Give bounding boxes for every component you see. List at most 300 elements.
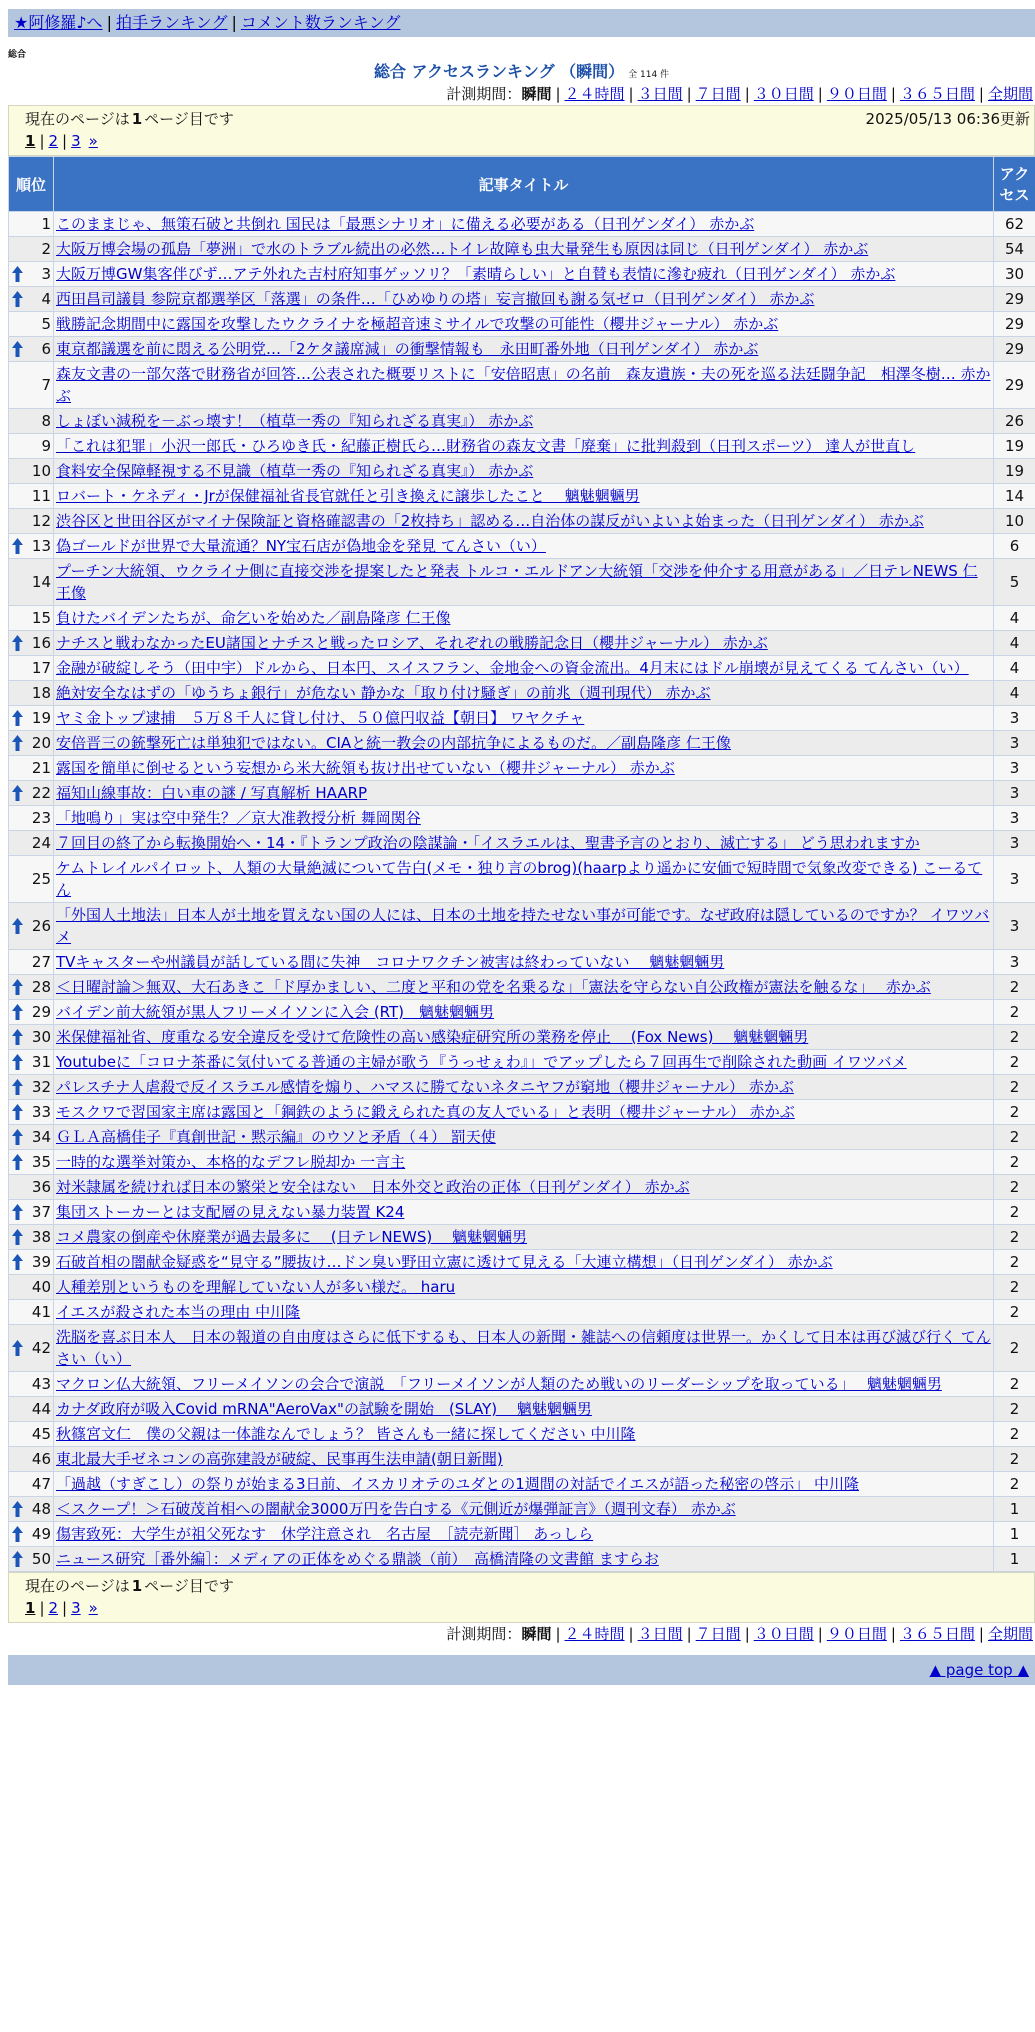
table-row [9, 1000, 1035, 1025]
table-row [9, 1225, 1035, 1250]
title-cell [54, 1175, 994, 1200]
period-link-bottom-6[interactable]: 全期間 [987, 1625, 1033, 1643]
rank-up-arrow-icon [12, 1204, 23, 1220]
access-count: 2 [994, 1225, 1035, 1250]
pagination [25, 130, 1024, 152]
access-count: 26 [994, 409, 1035, 434]
period-link-bottom-3[interactable]: ３０日間 [753, 1625, 814, 1643]
table-row [9, 756, 1035, 781]
rank-number: 40 [31, 1278, 51, 1296]
title-cell [54, 1472, 994, 1497]
table-row [9, 781, 1035, 806]
title-cell [54, 237, 994, 262]
period-separator: | [978, 85, 984, 103]
table-row [9, 459, 1035, 484]
article-title-link[interactable]: 「これは犯罪」小沢一郎氏・ひろゆき氏・紀藤正樹氏ら…財務省の森友文書「廃棄」に批判殺到（日刊スポーツ） 達人が世直し [56, 437, 916, 455]
rank-cell [9, 831, 54, 856]
rank-cell [9, 262, 54, 287]
title-cell [54, 1372, 994, 1397]
article-title-link[interactable]: 一時的な選挙対策か、本格的なデフレ脱却か 一言主 [56, 1153, 406, 1171]
table-row [9, 903, 1035, 950]
rank-up-arrow-icon [12, 1079, 23, 1095]
period-separator: | [628, 1625, 634, 1643]
rank-up-arrow-icon [12, 918, 23, 934]
title-cell [54, 831, 994, 856]
article-title-link[interactable]: 金融が破綻しそう（田中宇）ドルから、日本円、スイスフラン、金地金への資金流出。4月末にはドル崩壊が見えてくる てんさい（い） [56, 659, 969, 677]
title-cell [54, 856, 994, 903]
rank-up-arrow-icon [12, 979, 23, 995]
title-cell [54, 484, 994, 509]
rank-cell [9, 903, 54, 950]
title-cell [54, 1397, 994, 1422]
title-cell [54, 459, 994, 484]
access-count: 3 [994, 950, 1035, 975]
rank-number: 14 [31, 573, 51, 591]
rank-cell [9, 631, 54, 656]
article-title-link[interactable]: 「地鳴り」実は空中発生？／京大准教授分析 舞岡関谷 [56, 809, 421, 827]
article-title-link[interactable]: カナダ政府が吸入Covid mRNA"AeroVax"の試験を開始 (SLAY) 魑魅魍魎男 [56, 1400, 592, 1418]
access-count: 30 [994, 262, 1035, 287]
article-title-link[interactable]: 負けたバイデンたちが、命乞いを始めた／副島隆彦 仁王像 [56, 609, 451, 627]
article-title-link[interactable]: TVキャスターや州議員が話している間に失神 コロナワクチン被害は終わっていない 魑魅魍魎男 [56, 953, 725, 971]
pager-separator: | [62, 132, 68, 150]
article-title-link[interactable]: Youtubeに「コロナ茶番に気付いてる普通の主婦が歌う『うっせぇわ』」でアップしたら７回再生で削除された動画 イワツバメ [56, 1053, 907, 1071]
rank-cell [9, 681, 54, 706]
rank-cell [9, 781, 54, 806]
rank-number: 18 [31, 684, 51, 702]
rank-cell [9, 1150, 54, 1175]
article-title-link[interactable]: 森友文書の一部欠落で財務省が回答…公表された概要リストに「安倍昭恵」の名前 森友遺族・夫の死を巡る法廷闘争記 相澤冬樹… 赤かぶ [56, 365, 991, 405]
period-link-top-3[interactable]: ３０日間 [753, 85, 814, 103]
rank-cell [9, 1200, 54, 1225]
nav-link-comment-ranking[interactable]: コメント数ランキング [240, 13, 401, 32]
rank-number: 1 [41, 215, 51, 233]
period-link-top-1[interactable]: ３日間 [637, 85, 683, 103]
rank-up-arrow-icon [12, 1004, 23, 1020]
rank-number: 34 [31, 1128, 51, 1146]
updated-timestamp: 2025/05/13 06:36更新 [865, 110, 1030, 128]
rank-number: 32 [31, 1078, 51, 1096]
rank-number: 17 [31, 659, 51, 677]
access-count: 2 [994, 1000, 1035, 1025]
rank-up-arrow-icon [12, 1154, 23, 1170]
article-title-link[interactable]: 絶対安全なはずの「ゆうちょ銀行」が危ない 静かな「取り付け騒ぎ」の前兆（週刊現代） 赤かぶ [56, 684, 711, 702]
table-row [9, 534, 1035, 559]
rank-number: 21 [31, 759, 51, 777]
rank-cell [9, 509, 54, 534]
access-count: 3 [994, 781, 1035, 806]
title-cell [54, 1250, 994, 1275]
title-cell [54, 1075, 994, 1100]
article-title-link[interactable]: ＜日曜討論＞無双、大石あきこ「ド厚かましい、二度と平和の党を名乗るな」「憲法を守らない自公政権が憲法を触るな」 赤かぶ [56, 978, 931, 996]
rank-cell [9, 1275, 54, 1300]
table-row [9, 1522, 1035, 1547]
col-header-rank: 順位 [9, 157, 54, 212]
title-cell [54, 559, 994, 606]
period-separator: | [744, 1625, 750, 1643]
rank-up-arrow-icon [12, 291, 23, 307]
page [8, 9, 1035, 1685]
nav-link-clap-ranking[interactable]: 拍手ランキング [115, 13, 228, 32]
title-cell [54, 1225, 994, 1250]
access-count: 2 [994, 1397, 1035, 1422]
rank-cell [9, 1547, 54, 1572]
table-row [9, 237, 1035, 262]
title-cell [54, 1150, 994, 1175]
access-count: 1 [994, 1522, 1035, 1547]
rank-number: 16 [31, 634, 51, 652]
rank-up-arrow-icon [12, 635, 23, 651]
rank-up-arrow-icon [12, 1104, 23, 1120]
period-separator: | [817, 85, 823, 103]
article-title-link[interactable]: 安倍晋三の銃撃死亡は単独犯ではない。CIAと統一教会の内部抗争によるものだ。／副島隆彦 仁王像 [56, 734, 731, 752]
title-cell [54, 1522, 994, 1547]
rank-cell [9, 1250, 54, 1275]
rank-cell [9, 1000, 54, 1025]
table-row [9, 1372, 1035, 1397]
rank-number: 50 [31, 1550, 51, 1568]
rank-cell [9, 434, 54, 459]
period-separator: | [555, 1625, 561, 1643]
access-count: 2 [994, 1075, 1035, 1100]
article-title-link[interactable]: 露国を簡単に倒せるという妄想から米大統領も抜け出せていない（櫻井ジャーナル） 赤かぶ [56, 759, 675, 777]
page-top-link[interactable]: ▲ page top ▲ [929, 1661, 1029, 1679]
table-row [9, 1150, 1035, 1175]
rank-number: 9 [41, 437, 51, 455]
article-title-link[interactable]: プーチン大統領、ウクライナ側に直接交渉を提案したと発表 トルコ・エルドアン大統領「交渉を仲介する用意がある」／日テレNEWS 仁王像 [56, 562, 978, 602]
rank-number: 4 [41, 290, 51, 308]
table-row [9, 212, 1035, 237]
access-count: 2 [994, 1250, 1035, 1275]
article-title-link[interactable]: 大阪万博GW集客伴びず…アテ外れた吉村府知事ゲッソリ？「素晴らしい」と自賛も表情に滲む疲れ（日刊ゲンダイ） 赤かぶ [56, 265, 896, 283]
page-info-number: 1 [131, 1577, 143, 1595]
table-row [9, 631, 1035, 656]
rank-up-arrow-icon [12, 1501, 23, 1517]
rank-cell [9, 856, 54, 903]
pager-link-page-3[interactable]: 3 [71, 1599, 81, 1617]
rank-number: 35 [31, 1153, 51, 1171]
access-count: 3 [994, 903, 1035, 950]
pager-separator: | [62, 1599, 68, 1617]
period-link-bottom-2[interactable]: ７日間 [695, 1625, 741, 1643]
table-row [9, 1447, 1035, 1472]
table-row [9, 362, 1035, 409]
title-cell [54, 903, 994, 950]
article-title-link[interactable]: ７回目の終了から転換開始へ・14・『トランプ政治の陰謀論・「イスラエルは、聖書予言のとおり、滅亡する」 どう思われますか [56, 834, 920, 852]
access-count: 2 [994, 1025, 1035, 1050]
access-count: 2 [994, 1472, 1035, 1497]
access-count: 2 [994, 1325, 1035, 1372]
title-cell [54, 606, 994, 631]
rank-up-arrow-icon [12, 785, 23, 801]
article-title-link[interactable]: ナチスと戦わなかったEU諸国とナチスと戦ったロシア、それぞれの戦勝記念日（櫻井ジャーナル） 赤かぶ [56, 634, 768, 652]
rank-cell [9, 534, 54, 559]
period-separator: | [890, 85, 896, 103]
title-cell [54, 1200, 994, 1225]
access-count: 3 [994, 856, 1035, 903]
page-info-prefix: 現在のページは [25, 1577, 130, 1595]
table-row [9, 1497, 1035, 1522]
article-title-link[interactable]: 西田昌司議員 参院京都選挙区「落選」の条件…「ひめゆりの塔」妄言撤回も謝る気ゼロ（日刊ゲンダイ） 赤かぶ [56, 290, 815, 308]
article-title-link[interactable]: ＧＬＡ高橋佳子『真創世記・黙示編』のウソと矛盾（４） 罰天使 [56, 1128, 496, 1146]
access-count: 2 [994, 1100, 1035, 1125]
title-cell [54, 534, 994, 559]
rank-cell [9, 1050, 54, 1075]
article-title-link[interactable]: 集団ストーカーとは支配層の見えない暴力装置 K24 [56, 1203, 405, 1221]
table-row [9, 484, 1035, 509]
rank-number: 31 [31, 1053, 51, 1071]
access-count: 2 [994, 1447, 1035, 1472]
title-cell [54, 1300, 994, 1325]
title-cell [54, 781, 994, 806]
title-cell [54, 434, 994, 459]
table-row [9, 1025, 1035, 1050]
rank-number: 44 [31, 1400, 51, 1418]
period-link-top-2[interactable]: ７日間 [695, 85, 741, 103]
period-link-bottom-0[interactable]: ２４時間 [564, 1625, 625, 1643]
page-info-prefix: 現在のページは [25, 110, 130, 128]
page-info-top [8, 105, 1035, 156]
title-cell [54, 1100, 994, 1125]
access-count: 3 [994, 731, 1035, 756]
section-label: 総合 [8, 50, 27, 60]
title-cell [54, 731, 994, 756]
rank-number: 47 [31, 1475, 51, 1493]
table-row [9, 337, 1035, 362]
table-row [9, 950, 1035, 975]
period-separator: | [686, 85, 692, 103]
access-count: 29 [994, 287, 1035, 312]
rank-cell [9, 409, 54, 434]
pager-next-link[interactable]: » [88, 132, 98, 150]
rank-cell [9, 1100, 54, 1125]
title-cell [54, 681, 994, 706]
title-cell [54, 1000, 994, 1025]
nav-link-asyura-home[interactable]: ★阿修羅♪へ [14, 13, 103, 32]
period-label: 計測期間： [446, 1625, 522, 1643]
access-count: 2 [994, 1150, 1035, 1175]
top-nav: ★阿修羅♪へ | 拍手ランキング | コメント数ランキング [8, 9, 1035, 37]
article-title-link[interactable]: ロバート・ケネディ・Jrが保健福祉省長官就任と引き換えに譲歩したこと 魑魅魍魎男 [56, 487, 640, 505]
page-info-number: 1 [131, 110, 143, 128]
rank-number: 43 [31, 1375, 51, 1393]
rank-cell [9, 212, 54, 237]
article-title-link[interactable]: 秋篠宮文仁 僕の父親は一体誰なんでしょう？ 皆さんも一緒に探してください 中川隆 [56, 1425, 636, 1443]
table-header-row [9, 157, 1035, 212]
rank-number: 3 [41, 265, 51, 283]
rank-cell [9, 337, 54, 362]
access-count: 2 [994, 1050, 1035, 1075]
period-link-top-4[interactable]: ９０日間 [826, 85, 887, 103]
total-count: 全 114 件 [628, 70, 670, 80]
access-count: 3 [994, 806, 1035, 831]
table-row [9, 509, 1035, 534]
rank-cell [9, 1075, 54, 1100]
access-count: 2 [994, 1300, 1035, 1325]
period-link-bottom-4[interactable]: ９０日間 [826, 1625, 887, 1643]
access-count: 4 [994, 681, 1035, 706]
article-title-link[interactable]: 東北最大手ゼネコンの高弥建設が破綻、民事再生法申請(朝日新聞) [56, 1450, 503, 1468]
table-row [9, 606, 1035, 631]
rank-cell [9, 1422, 54, 1447]
article-title-link[interactable]: ケムトレイルパイロット、人類の大量絶滅について告白(メモ・独り言のbrog)(haarpより遥かに安価で短時間で気象改変できる) こーるてん [56, 859, 983, 899]
period-link-top-0[interactable]: ２４時間 [564, 85, 625, 103]
footer-bar [8, 1655, 1035, 1685]
article-title-link[interactable]: パレスチナ人虐殺で反イスラエル感情を煽り、ハマスに勝てないネタニヤフが窮地（櫻井ジャーナル） 赤かぶ [56, 1078, 794, 1096]
article-title-link[interactable]: イエスが殺された本当の理由 中川隆 [56, 1303, 301, 1321]
access-count: 2 [994, 1175, 1035, 1200]
article-title-link[interactable]: しょぼい減税を－ぶっ壊す！（植草一秀の『知られざる真実』） 赤かぶ [56, 412, 534, 430]
title-cell [54, 262, 994, 287]
article-title-link[interactable]: 人種差別というものを理解していない人が多い様だ。 haru [56, 1278, 456, 1296]
article-title-link[interactable]: 米保健福祉省、度重なる安全違反を受けて危険性の高い感染症研究所の業務を停止 (Fox News) 魑魅魍魎男 [56, 1028, 809, 1046]
article-title-link[interactable]: 「過越（すぎこし）の祭りが始まる3日前、イスカリオテのユダとの1週間の対話でイエスが語った秘密の啓示」 中川隆 [56, 1475, 859, 1493]
table-row [9, 1200, 1035, 1225]
article-title-link[interactable]: このままじゃ、無策石破と共倒れ 国民は「最悪シナリオ」に備える必要がある（日刊ゲンダイ） 赤かぶ [56, 215, 755, 233]
table-row [9, 731, 1035, 756]
article-title-link[interactable]: バイデン前大統領が黒人フリーメイソンに入会 (RT) 魑魅魍魎男 [56, 1003, 495, 1021]
rank-number: 13 [31, 537, 51, 555]
period-link-bottom-1[interactable]: ３日間 [637, 1625, 683, 1643]
pager-link-page-2[interactable]: 2 [48, 132, 59, 150]
article-title-link[interactable]: ニュース研究［番外編］：メディアの正体をめぐる鼎談（前） 高橋清隆の文書館 ますらお [56, 1550, 659, 1568]
rank-up-arrow-icon [12, 1254, 23, 1270]
rank-cell [9, 1025, 54, 1050]
article-title-link[interactable]: 洗脳を喜ぶ日本人 日本の報道の自由度はさらに低下するも、日本人の新聞・雑誌への信頼度は世界一。かくして日本は再び滅び行く てんさい（い） [56, 1328, 991, 1368]
access-count: 5 [994, 559, 1035, 606]
rank-cell [9, 1175, 54, 1200]
access-count: 1 [994, 1497, 1035, 1522]
rank-cell [9, 756, 54, 781]
rank-up-arrow-icon [12, 1340, 23, 1356]
article-title-link[interactable]: 傷害致死：大学生が祖父死なす 休学注意され 名古屋 ［読売新聞］ あっしら [56, 1525, 594, 1543]
rank-number: 38 [31, 1228, 51, 1246]
article-title-link[interactable]: 福知山線事故：白い車の謎 / 写真解析 HAARP [56, 784, 368, 802]
period-separator: | [890, 1625, 896, 1643]
article-title-link[interactable]: 「外国人土地法」日本人が土地を買えない国の人には、日本の土地を持たせない事が可能です。なぜ政府は隠しているのですか？ イワツバメ [56, 906, 990, 946]
rank-number: 33 [31, 1103, 51, 1121]
pagination [25, 1597, 1024, 1619]
rank-up-arrow-icon [12, 538, 23, 554]
table-row [9, 1250, 1035, 1275]
table-row [9, 409, 1035, 434]
rank-number: 29 [31, 1003, 51, 1021]
article-title-link[interactable]: 対米隷属を続ければ日本の繁栄と安全はない 日本外交と政治の正体（日刊ゲンダイ） 赤かぶ [56, 1178, 690, 1196]
access-count: 4 [994, 606, 1035, 631]
pager-next-link[interactable]: » [88, 1599, 98, 1617]
rank-number: 11 [31, 487, 51, 505]
article-title-link[interactable]: 戦勝記念期間中に露国を攻撃したウクライナを極超音速ミサイルで攻撃の可能性（櫻井ジャーナル） 赤かぶ [56, 315, 779, 333]
pager-link-page-2[interactable]: 2 [48, 1599, 59, 1617]
rank-number: 46 [31, 1450, 51, 1468]
table-row [9, 1547, 1035, 1572]
pager-separator: | [39, 1599, 45, 1617]
access-count: 3 [994, 756, 1035, 781]
access-count: 1 [994, 1547, 1035, 1572]
article-title-link[interactable]: 石破首相の闇献金疑惑を“見守る”腰抜け…ドン臭い野田立憲に透けて見える「大連立構想」（日刊ゲンダイ） 赤かぶ [56, 1253, 833, 1271]
access-count: 19 [994, 459, 1035, 484]
rank-number: 42 [31, 1339, 51, 1357]
period-separator: | [978, 1625, 984, 1643]
rank-cell [9, 1397, 54, 1422]
rank-number: 12 [31, 512, 51, 530]
table-row [9, 831, 1035, 856]
page-info-suffix: ページ目です [144, 110, 234, 128]
table-row [9, 975, 1035, 1000]
article-title-link[interactable]: マクロン仏大統領、フリーメイソンの会合で演説 「フリーメイソンが人類のため戦いのリーダーシップを取っている」 魑魅魍魎男 [56, 1375, 942, 1393]
access-count: 2 [994, 1422, 1035, 1447]
rank-cell [9, 731, 54, 756]
title-cell [54, 975, 994, 1000]
title-cell [54, 409, 994, 434]
col-header-access: アクセス [994, 157, 1035, 212]
rank-cell [9, 1225, 54, 1250]
table-row [9, 287, 1035, 312]
table-row [9, 1325, 1035, 1372]
rank-number: 36 [31, 1178, 51, 1196]
rank-cell [9, 362, 54, 409]
col-header-title: 記事タイトル [54, 157, 994, 212]
period-link-top-5[interactable]: ３６５日間 [899, 85, 975, 103]
rank-cell [9, 706, 54, 731]
rank-number: 5 [41, 315, 51, 333]
table-row [9, 312, 1035, 337]
title-cell [54, 509, 994, 534]
article-title-link[interactable]: 食料安全保障軽視する不見識（植草一秀の『知られざる真実』） 赤かぶ [56, 462, 534, 480]
rank-cell [9, 606, 54, 631]
rank-number: 19 [31, 709, 51, 727]
article-title-link[interactable]: 偽ゴールドが世界で大量流通？NY宝石店が偽地金を発見 てんさい（い） [56, 537, 546, 555]
period-selector-bottom [8, 1623, 1035, 1645]
article-title-link[interactable]: コメ農家の倒産や休廃業が過去最多に (日テレNEWS) 魑魅魍魎男 [56, 1228, 527, 1246]
period-link-bottom-5[interactable]: ３６５日間 [899, 1625, 975, 1643]
title-cell [54, 1025, 994, 1050]
access-count: 4 [994, 631, 1035, 656]
article-title-link[interactable]: ヤミ金トップ逮捕 ５万８千人に貸し付け、５０億円収益【朝日】 ワヤクチャ [56, 709, 585, 727]
period-link-top-6[interactable]: 全期間 [987, 85, 1033, 103]
rank-number: 28 [31, 978, 51, 996]
table-row [9, 1050, 1035, 1075]
pager-link-page-3[interactable]: 3 [71, 132, 81, 150]
rank-cell [9, 484, 54, 509]
rank-number: 25 [31, 870, 51, 888]
article-title-link[interactable]: ＜スクープ！＞石破茂首相への闇献金3000万円を告白する《元側近が爆弾証言》（週刊文春） 赤かぶ [56, 1500, 736, 1518]
article-title-link[interactable]: モスクワで習国家主席は露国と「鋼鉄のように鍛えられた真の友人でいる」と表明（櫻井ジャーナル） 赤かぶ [56, 1103, 795, 1121]
access-count: 2 [994, 1125, 1035, 1150]
rank-cell [9, 312, 54, 337]
rank-number: 49 [31, 1525, 51, 1543]
rank-cell [9, 559, 54, 606]
table-row [9, 1125, 1035, 1150]
title-cell [54, 1422, 994, 1447]
title-cell [54, 287, 994, 312]
rank-up-arrow-icon [12, 1551, 23, 1567]
title-cell [54, 950, 994, 975]
article-title-link[interactable]: 東京都議選を前に悶える公明党…「2ケタ議席減」の衝撃情報も 永田町番外地（日刊ゲンダイ） 赤かぶ [56, 340, 759, 358]
table-row [9, 681, 1035, 706]
rank-number: 48 [31, 1500, 51, 1518]
rank-number: 30 [31, 1028, 51, 1046]
rank-number: 23 [31, 809, 51, 827]
title-cell [54, 362, 994, 409]
article-title-link[interactable]: 渋谷区と世田谷区がマイナ保険証と資格確認書の「2枚持ち」認める…自治体の謀反がいよいよ始まった（日刊ゲンダイ） 赤かぶ [56, 512, 924, 530]
article-title-link[interactable]: 大阪万博会場の孤島「夢洲」で水のトラブル続出の必然…トイレ故障も虫大量発生も原因は同じ（日刊ゲンダイ） 赤かぶ [56, 240, 869, 258]
access-count: 2 [994, 975, 1035, 1000]
rank-number: 24 [31, 834, 51, 852]
title-cell [54, 1447, 994, 1472]
rank-cell [9, 1522, 54, 1547]
rank-cell [9, 975, 54, 1000]
